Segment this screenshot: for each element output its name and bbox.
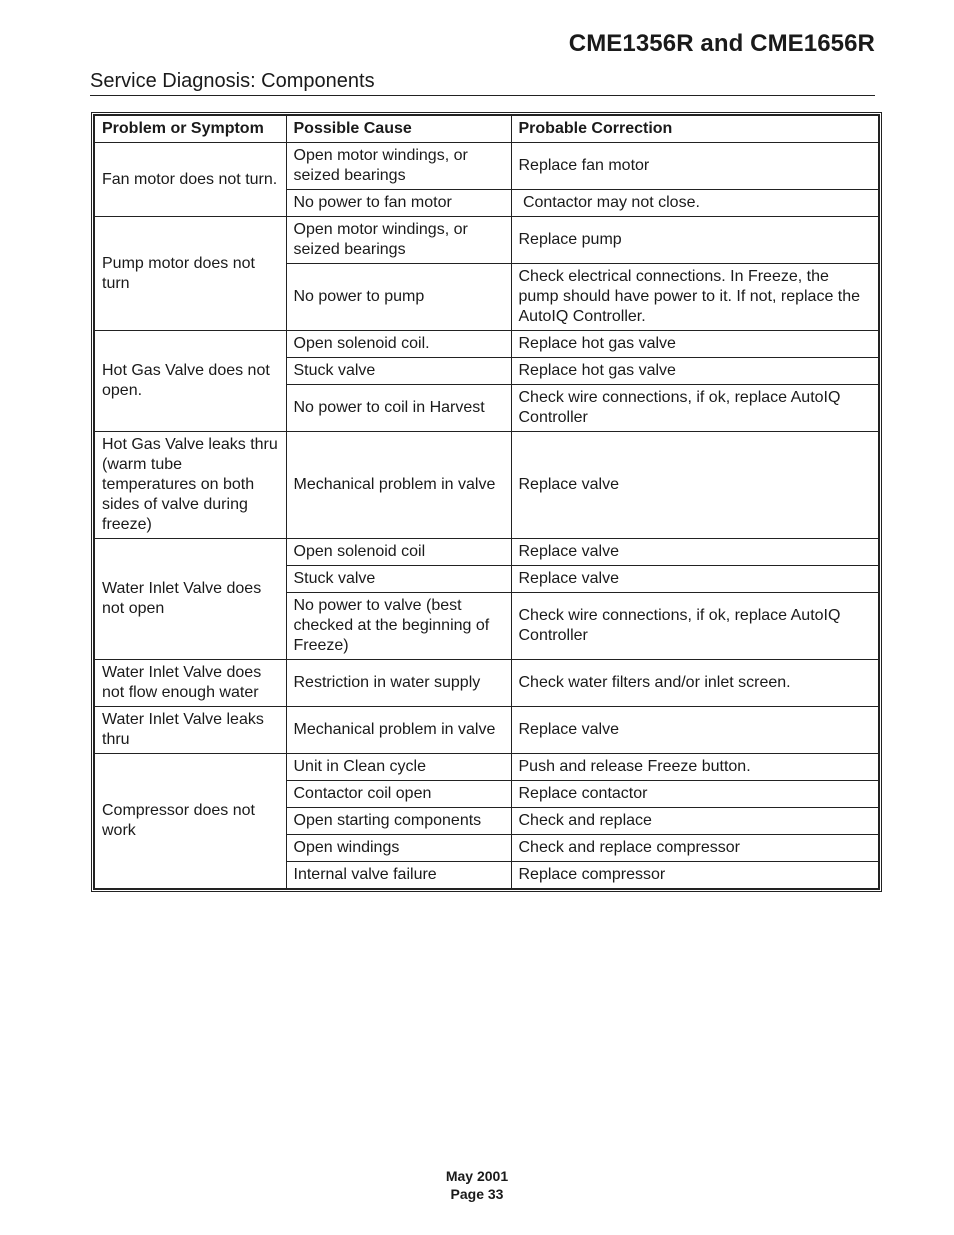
correction-cell: Check wire connections, if ok, replace AutoIQ Controller [511, 385, 879, 432]
table-row [94, 331, 879, 358]
page-footer [0, 1167, 954, 1203]
section-divider [90, 95, 875, 96]
correction-cell: Replace fan motor [511, 143, 879, 190]
table-row [94, 539, 879, 566]
correction-cell: Replace hot gas valve [511, 331, 879, 358]
symptom-cell: Water Inlet Valve leaks thru [94, 707, 286, 754]
symptom-cell: Pump motor does not turn [94, 217, 286, 331]
diagnosis-table [93, 114, 880, 890]
cause-cell: Open solenoid coil. [286, 331, 511, 358]
cause-cell: No power to coil in Harvest [286, 385, 511, 432]
column-header-correction: Probable Correction [511, 115, 879, 143]
correction-cell: Replace compressor [511, 862, 879, 890]
cause-cell: Open motor windings, or seized bearings [286, 217, 511, 264]
table-row [94, 217, 879, 264]
symptom-cell: Water Inlet Valve does not open [94, 539, 286, 660]
table-row [94, 432, 879, 539]
table-row [94, 660, 879, 707]
correction-cell: Replace valve [511, 566, 879, 593]
cause-cell: Contactor coil open [286, 781, 511, 808]
correction-cell: Replace contactor [511, 781, 879, 808]
correction-cell: Check electrical connections. In Freeze, the pump should have power to it. If not, replace the AutoIQ Controller. [511, 264, 879, 331]
cause-cell: Stuck valve [286, 358, 511, 385]
cause-cell: Restriction in water supply [286, 660, 511, 707]
symptom-cell: Hot Gas Valve leaks thru (warm tube temperatures on both sides of valve during freeze) [94, 432, 286, 539]
section-title: Service Diagnosis: Components [90, 70, 375, 92]
table-header-row [94, 115, 879, 143]
column-header-symptom: Problem or Symptom [94, 115, 286, 143]
cause-cell: Open starting components [286, 808, 511, 835]
column-header-cause: Possible Cause [286, 115, 511, 143]
cause-cell: No power to valve (best checked at the beginning of Freeze) [286, 593, 511, 660]
symptom-cell: Fan motor does not turn. [94, 143, 286, 217]
correction-cell: Contactor may not close. [511, 190, 879, 217]
cause-cell: Stuck valve [286, 566, 511, 593]
symptom-cell: Compressor does not work [94, 754, 286, 890]
cause-cell: No power to fan motor [286, 190, 511, 217]
correction-cell: Push and release Freeze button. [511, 754, 879, 781]
correction-cell: Check and replace compressor [511, 835, 879, 862]
correction-cell: Replace hot gas valve [511, 358, 879, 385]
footer-date: May 2001 [445, 1168, 509, 1184]
cause-cell: Open solenoid coil [286, 539, 511, 566]
cause-cell: Mechanical problem in valve [286, 432, 511, 539]
symptom-cell: Water Inlet Valve does not flow enough water [94, 660, 286, 707]
correction-cell: Replace valve [511, 707, 879, 754]
cause-cell: Mechanical problem in valve [286, 707, 511, 754]
cause-cell: Open windings [286, 835, 511, 862]
cause-cell: Internal valve failure [286, 862, 511, 890]
table-row [94, 707, 879, 754]
correction-cell: Replace valve [511, 539, 879, 566]
table-row [94, 754, 879, 781]
cause-cell: Open motor windings, or seized bearings [286, 143, 511, 190]
correction-cell: Check water filters and/or inlet screen. [511, 660, 879, 707]
correction-cell: Check and replace [511, 808, 879, 835]
cause-cell: No power to pump [286, 264, 511, 331]
footer-page-number: Page 33 [450, 1186, 504, 1202]
correction-cell: Replace pump [511, 217, 879, 264]
correction-cell: Check wire connections, if ok, replace AutoIQ Controller [511, 593, 879, 660]
cause-cell: Unit in Clean cycle [286, 754, 511, 781]
document-title: CME1356R and CME1656R [568, 30, 875, 57]
correction-cell: Replace valve [511, 432, 879, 539]
symptom-cell: Hot Gas Valve does not open. [94, 331, 286, 432]
table-row [94, 143, 879, 190]
